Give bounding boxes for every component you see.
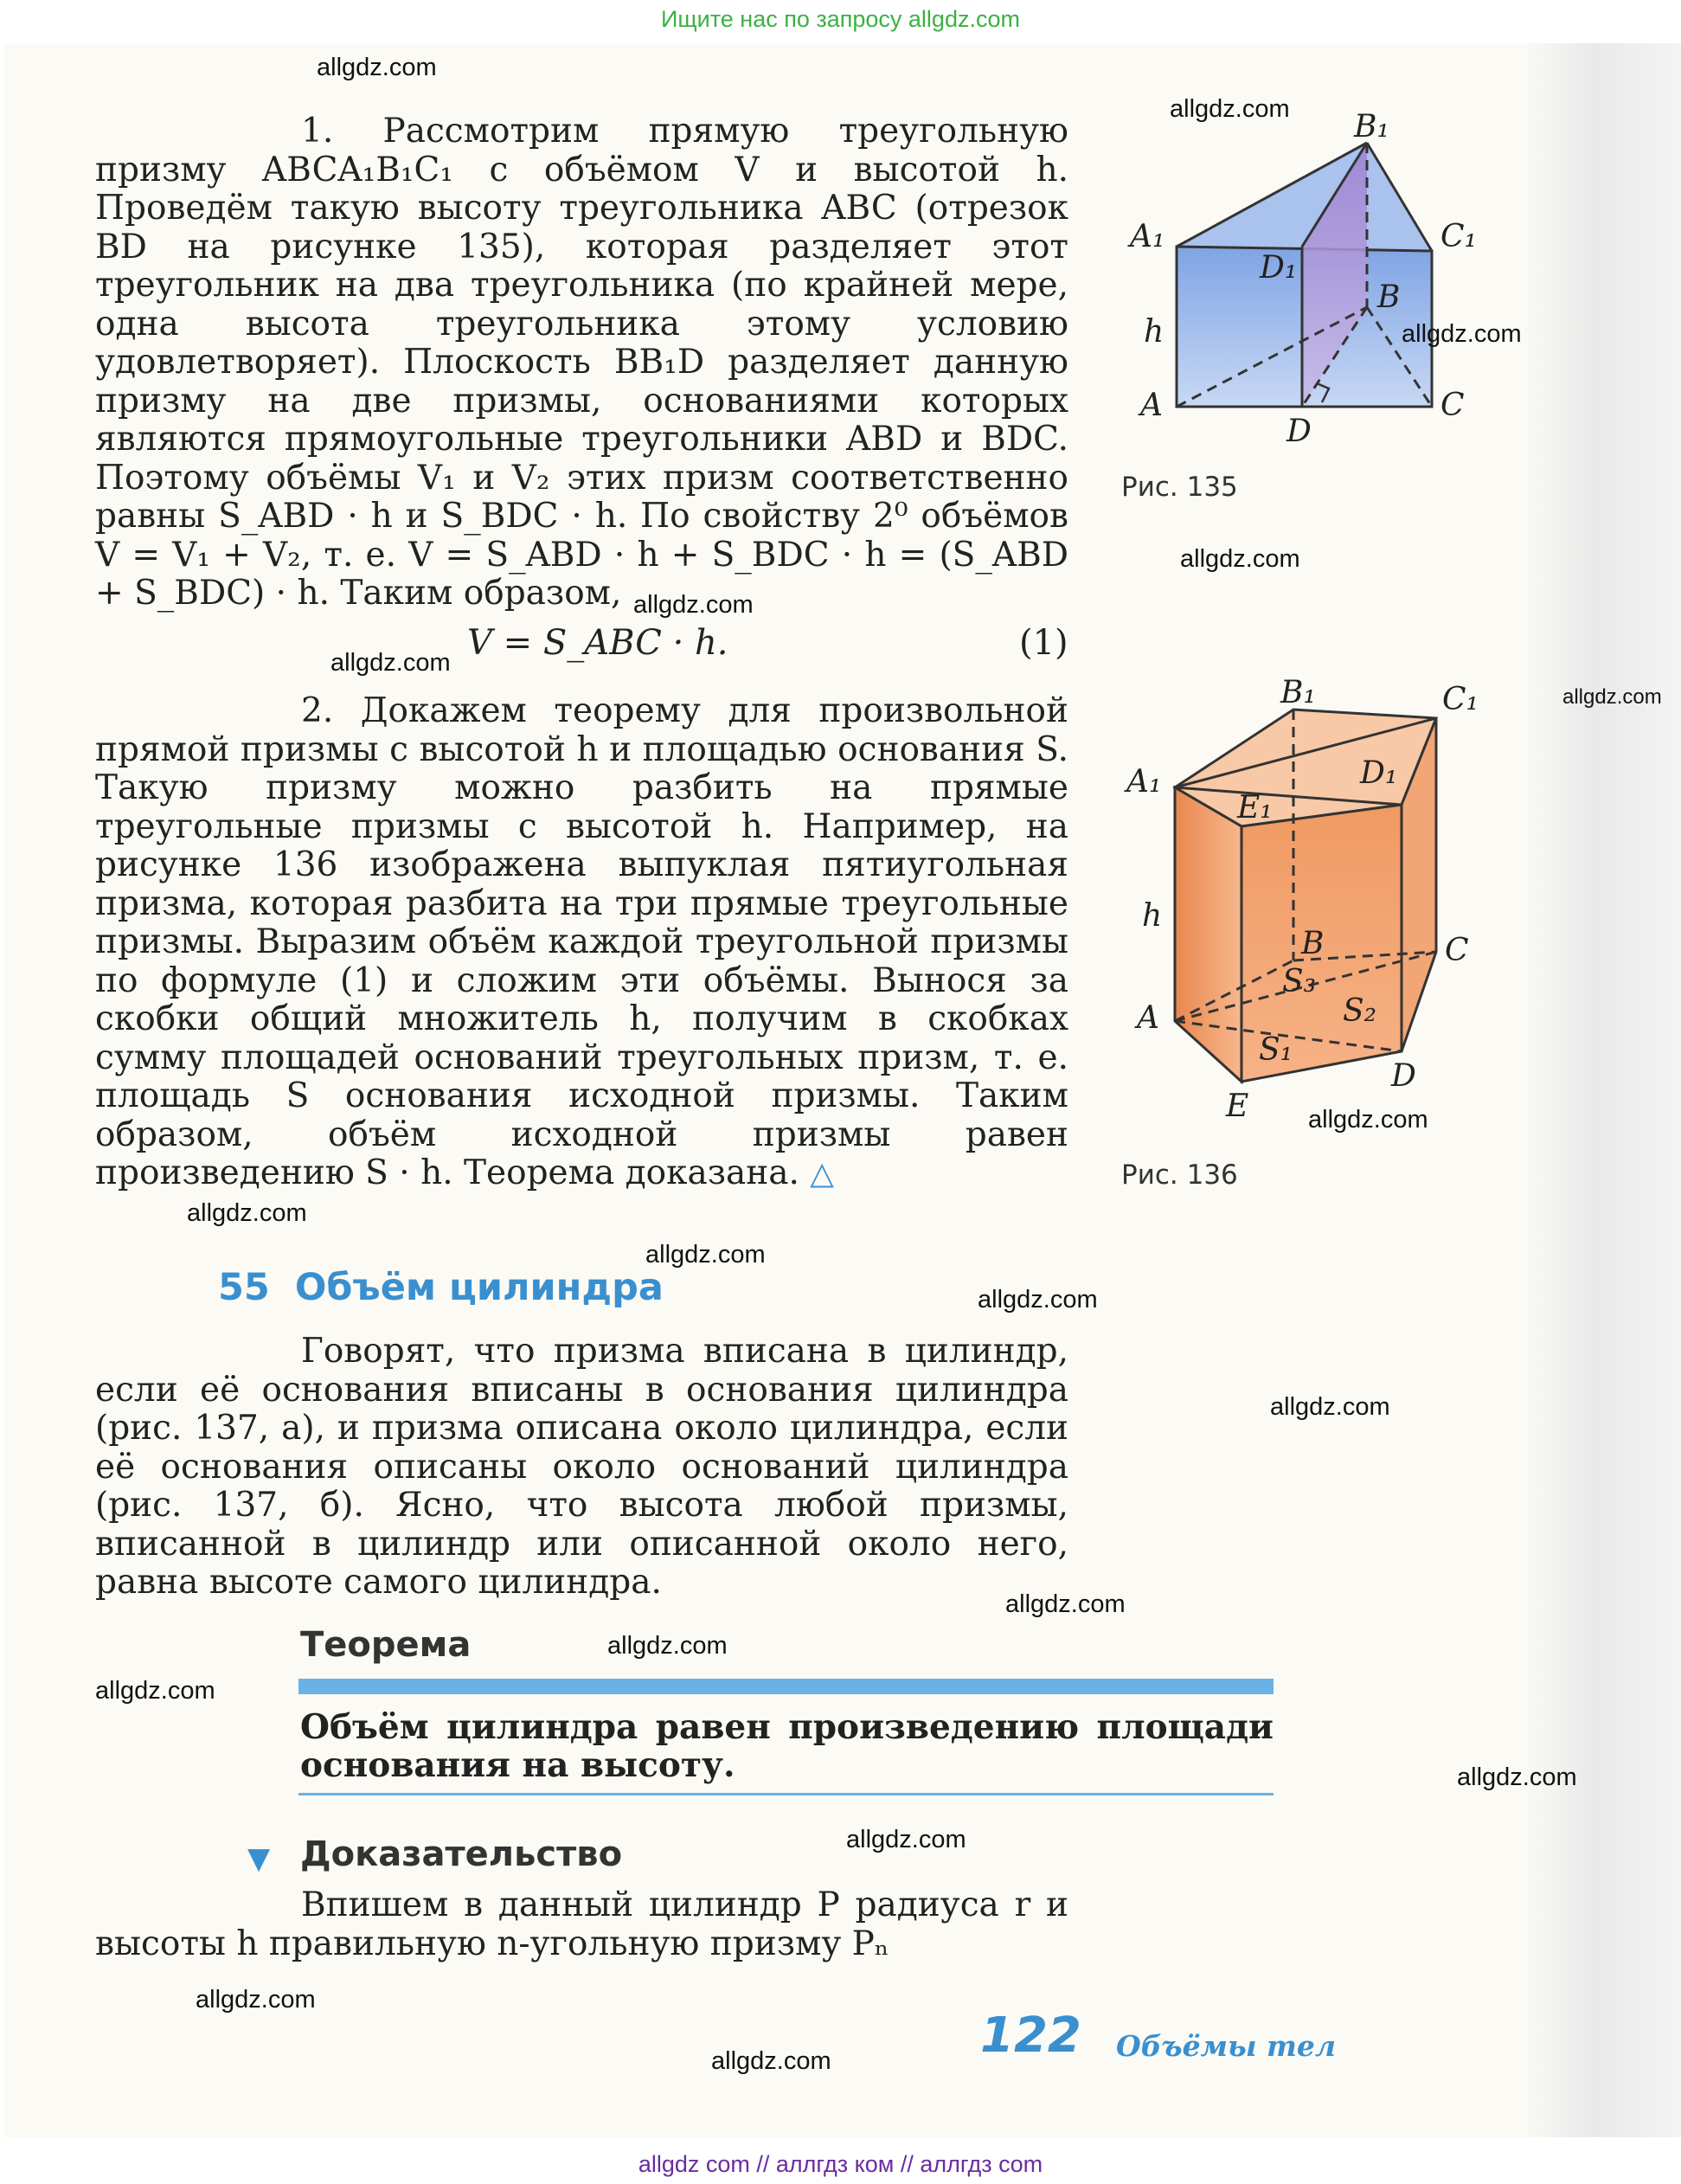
- label-D1-136: D₁: [1360, 755, 1398, 791]
- theorem-underline: [298, 1793, 1274, 1795]
- label-E1-136: E₁: [1237, 790, 1273, 825]
- label-C1: C₁: [1440, 219, 1477, 254]
- proof-triangle-icon: ▼: [247, 1841, 271, 1876]
- label-S3-136: S₃: [1282, 964, 1317, 999]
- watermark: allgdz.com: [187, 1199, 307, 1227]
- theorem-text: Объём цилиндра равен произведению площади основания на высоту.: [300, 1707, 1274, 1785]
- watermark: allgdz.com: [607, 1632, 728, 1660]
- label-B: B: [1377, 279, 1401, 315]
- running-title: Объёмы тел: [1116, 2029, 1337, 2063]
- figure-136-caption: Рис. 136: [1121, 1159, 1238, 1191]
- label-B1-136: B₁: [1280, 675, 1316, 710]
- formula-1-number: (1): [1019, 623, 1068, 663]
- label-D1: D₁: [1260, 250, 1298, 286]
- prism-135-top-face: [1177, 143, 1432, 251]
- label-C-136: C: [1445, 933, 1469, 968]
- label-S1-136: S₁: [1259, 1032, 1293, 1068]
- label-A-136: A: [1137, 1000, 1159, 1036]
- watermark: allgdz.com: [330, 649, 451, 677]
- label-A1: A₁: [1130, 219, 1165, 254]
- figure-135: [1116, 108, 1488, 472]
- label-h-136: h: [1142, 898, 1163, 934]
- bottom-bar[interactable]: allgdz com // аллгдз ком // аллгдз com: [0, 2144, 1681, 2184]
- label-h: h: [1144, 314, 1165, 350]
- figure-136: [1116, 666, 1497, 1134]
- watermark: allgdz.com: [1180, 545, 1300, 573]
- watermark: allgdz.com: [645, 1241, 766, 1269]
- watermark: allgdz.com: [846, 1826, 966, 1853]
- prism-136-front-face: [1175, 787, 1242, 1082]
- label-A: A: [1140, 388, 1163, 423]
- label-D: D: [1286, 414, 1312, 449]
- label-S2-136: S₂: [1343, 993, 1377, 1029]
- formula-1: V = S_ABC · h.: [467, 623, 728, 663]
- end-of-proof-icon: △: [810, 1156, 834, 1192]
- watermark: allgdz.com: [1402, 320, 1522, 348]
- paragraph-2: [95, 692, 1068, 1194]
- label-A1-136: A₁: [1126, 764, 1162, 800]
- watermark: allgdz.com: [633, 591, 754, 619]
- label-B1: B₁: [1354, 109, 1389, 145]
- page-number: 122: [980, 2007, 1081, 2064]
- label-C1-136: C₁: [1442, 682, 1479, 717]
- paragraph-1: 1. Рассмотрим прямую треугольную призму ABCA₁B₁C₁ с объёмом V и высотой h. Проведём такую высоту треугольника ABC (отрезок BD на рисунке 135), которая разделяет этот треугольник на два треугольника (по крайней мере, одна высота треугольника этому условию удовлетворяет). Плоскость BB₁D разделяет данную призму на две призмы, основаниями которых являются прямоугольные треугольники ABD и BDC. Поэтому объёмы V₁ и V₂ этих призм соответственно равны S_ABD · h и S_BDC · h. По свойству 2⁰ объёмов V = V₁ + V₂, т. е. V = S_ABD · h + S_BDC · h = (S_ABD + S_BDC) · h. Таким образом,: [95, 112, 1068, 613]
- proof-title: Доказательство: [300, 1834, 623, 1874]
- paragraph-2-text: 2. Докажем теорему для произвольной прямой призмы с высотой h и площадью основания S. Такую призму можно разбить на прямые треугольные призмы с высотой h. Например, на рисунке 136 изображена выпуклая пятиугольная призма, которая разбита на три прямые треугольные призмы. Выразим объём каждой треугольной призмы по формуле (1) и сложим эти объёмы. Вынося за скобки общий множитель h, получим в скобках сумму площадей оснований треугольных призм, т. е. площадь S основания исходной призмы. Таким образом, объём исходной призмы равен произведению S · h. Теорема доказана.: [95, 691, 1068, 1192]
- watermark: allgdz.com: [1005, 1590, 1126, 1618]
- section-title: Объём цилиндра: [294, 1266, 664, 1309]
- watermark: allgdz.com: [978, 1286, 1098, 1314]
- watermark: allgdz.com: [196, 1986, 316, 2014]
- label-B-136: B: [1301, 926, 1325, 961]
- label-E-136: E: [1226, 1089, 1249, 1124]
- label-D-136: D: [1391, 1058, 1416, 1094]
- figure-135-caption: Рис. 135: [1121, 472, 1238, 503]
- label-C: C: [1440, 388, 1465, 423]
- theorem-bar: [298, 1679, 1274, 1694]
- watermark: allgdz.com: [1562, 685, 1662, 709]
- paragraph-3: Говорят, что призма вписана в цилиндр, если её основания вписаны в основания цилиндра (рис. 137, а), и призма описана около цилиндра, если её основания описаны около оснований цилиндра (рис. 137, б). Ясно, что высота любой призмы, вписанной в цилиндр или описанной около него, равна высоте самого цилиндра.: [95, 1332, 1068, 1602]
- proof-text: Впишем в данный цилиндр P радиуса r и высоты h правильную n-угольную призму Pₙ: [95, 1885, 1068, 1963]
- watermark: allgdz.com: [1457, 1763, 1577, 1791]
- section-heading: [218, 1266, 664, 1309]
- watermark: allgdz.com: [317, 54, 437, 81]
- section-number: 55: [218, 1266, 270, 1309]
- watermark: allgdz.com: [95, 1677, 215, 1705]
- top-banner[interactable]: Ищите нас по запросу allgdz.com: [661, 6, 1020, 32]
- watermark: allgdz.com: [1308, 1106, 1428, 1134]
- watermark: allgdz.com: [711, 2047, 831, 2075]
- watermark: allgdz.com: [1170, 95, 1290, 123]
- theorem-title: Теорема: [300, 1625, 472, 1665]
- watermark: allgdz.com: [1270, 1393, 1390, 1421]
- page-edge-shadow: [1523, 43, 1681, 2137]
